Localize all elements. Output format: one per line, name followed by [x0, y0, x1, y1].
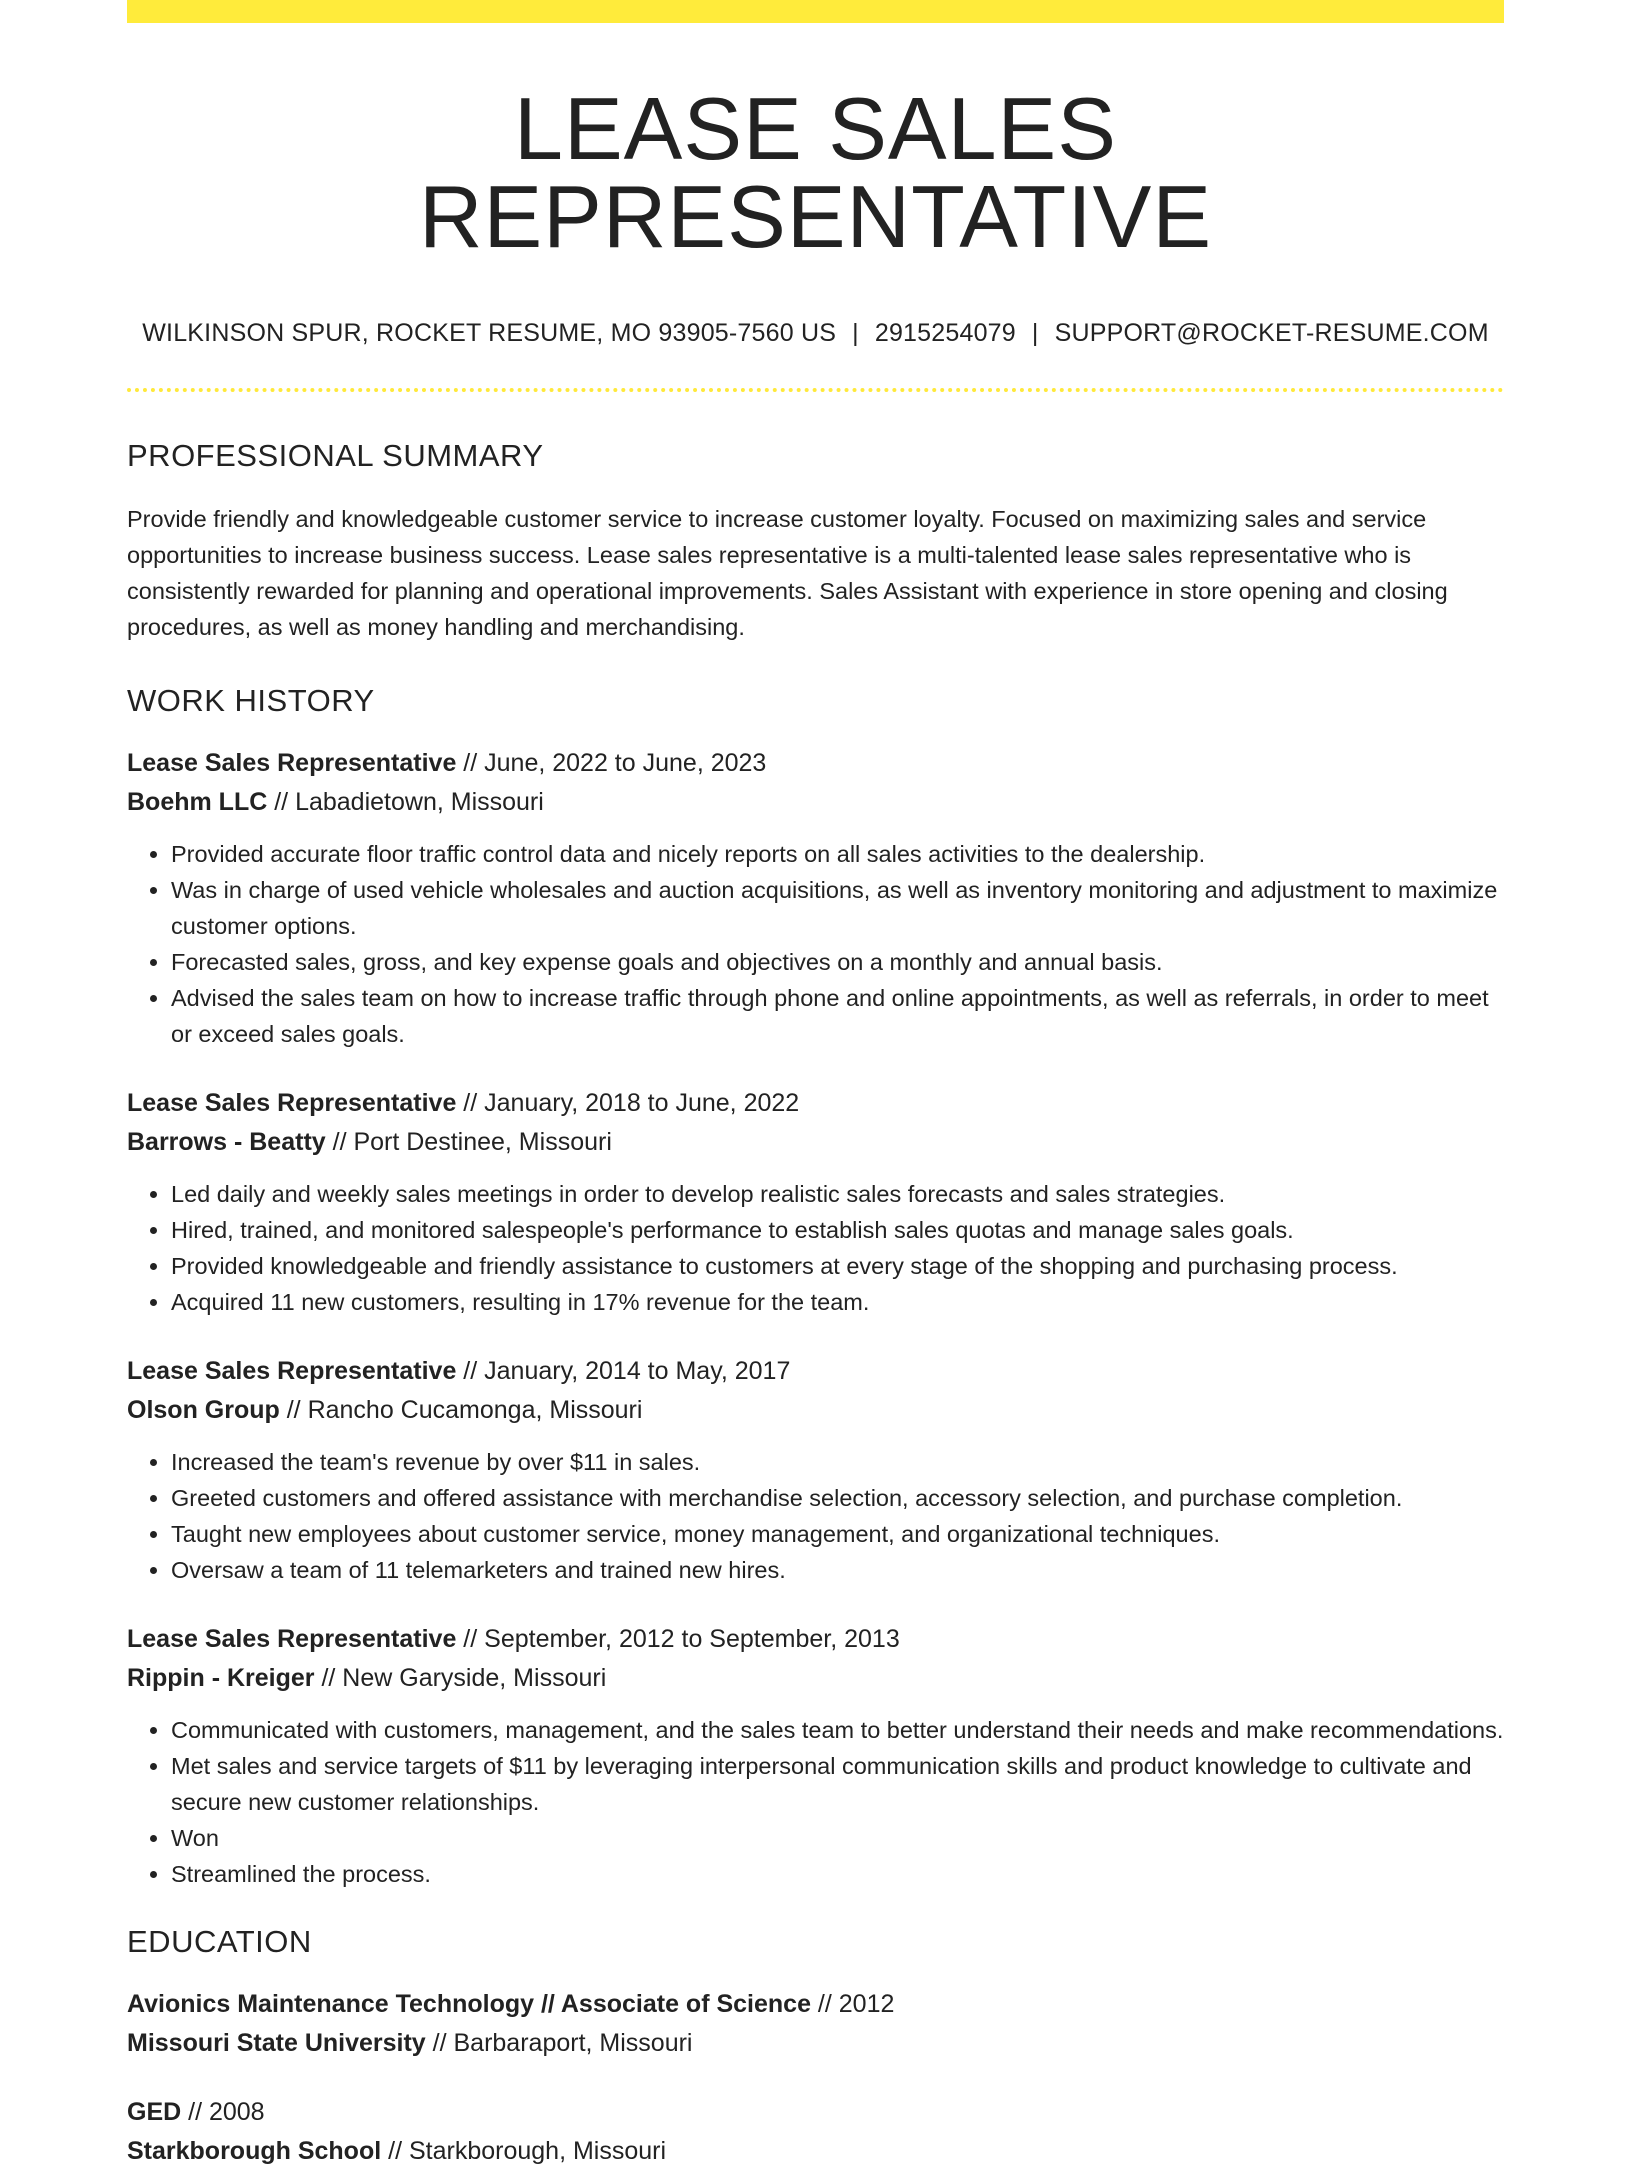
- job-entry: [127, 1620, 1504, 1892]
- contact-phone: 2915254079: [874, 319, 1016, 347]
- job-bullet: • Increased the team's revenue by over $11 in sales.: [171, 1444, 1504, 1480]
- job-dates: // September, 2012 to September, 2013: [456, 1625, 900, 1653]
- contact-separator: |: [1031, 319, 1039, 347]
- job-title-line: [127, 744, 1504, 783]
- job-bullets: [127, 836, 1504, 1052]
- job-bullets: [127, 1444, 1504, 1588]
- education-year: // 2008: [181, 2098, 265, 2126]
- job-company-line: [127, 783, 1504, 822]
- job-bullet: • Acquired 11 new customers, resulting in 17% revenue for the team.: [171, 1284, 1504, 1320]
- education-school-line: [127, 2132, 1504, 2171]
- job-company-line: [127, 1659, 1504, 1698]
- summary-text: Provide friendly and knowledgeable customer service to increase customer loyalty. Focused on maximizing sales and service opportunities to increase business success. Lease sales representative is a multi-talented lease sales representative who is consistently rewarded for planning and operational improvements. Sales Assistant with experience in store opening and closing procedures, as well as money handling and merchandising.: [127, 506, 1448, 640]
- job-role: Lease Sales Representative: [127, 1357, 457, 1385]
- job-location: // Port Destinee, Missouri: [325, 1128, 612, 1156]
- education-degree: GED: [127, 2098, 182, 2126]
- job-company-line: [127, 1391, 1504, 1430]
- job-bullet: • Provided accurate floor traffic control data and nicely reports on all sales activities to the dealership.: [171, 836, 1504, 872]
- job-company: Barrows - Beatty: [127, 1128, 326, 1156]
- job-company: Boehm LLC: [127, 788, 268, 816]
- job-dates: // June, 2022 to June, 2023: [456, 749, 767, 777]
- contact-separator: |: [852, 319, 859, 347]
- job-title-line: [127, 1084, 1504, 1123]
- education-entry: [127, 2093, 1504, 2171]
- job-title-line: [127, 1352, 1504, 1391]
- work-history-heading: WORK HISTORY: [127, 683, 375, 718]
- job-bullet: • Advised the sales team on how to increase traffic through phone and online appointments, as well as referrals, in order to meet or exceed sales goals.: [171, 980, 1504, 1052]
- resume-title: LEASE SALES REPRESENTATIVE: [418, 79, 1213, 266]
- job-company-line: [127, 1123, 1504, 1162]
- education-school-line: [127, 2024, 1504, 2063]
- job-location: // Labadietown, Missouri: [267, 788, 544, 816]
- contact-address: WILKINSON SPUR, ROCKET RESUME, MO 93905-7560 US: [142, 319, 837, 347]
- job-bullet: • Communicated with customers, management, and the sales team to better understand their needs and make recommendations.: [171, 1712, 1504, 1748]
- job-entry: [127, 1352, 1504, 1588]
- job-bullet: • Led daily and weekly sales meetings in order to develop realistic sales forecasts and sales strategies.: [171, 1176, 1504, 1212]
- accent-top-bar: [127, 0, 1504, 23]
- job-company: Rippin - Kreiger: [127, 1664, 315, 1692]
- job-bullet: • Provided knowledgeable and friendly assistance to customers at every stage of the shopping and purchasing process.: [171, 1248, 1504, 1284]
- education-location: // Starkborough, Missouri: [381, 2137, 667, 2165]
- job-role: Lease Sales Representative: [127, 1625, 457, 1653]
- job-bullets: [127, 1712, 1504, 1892]
- education-degree: Avionics Maintenance Technology // Associate of Science: [127, 1990, 811, 2018]
- job-bullet: • Greeted customers and offered assistance with merchandise selection, accessory selection, and purchase completion.: [171, 1480, 1504, 1516]
- job-bullet: • Hired, trained, and monitored salespeople's performance to establish sales quotas and manage sales goals.: [171, 1212, 1504, 1248]
- job-bullet: • Won: [171, 1820, 1504, 1856]
- job-bullet: • Streamlined the process.: [171, 1856, 1504, 1892]
- job-bullet: • Oversaw a team of 11 telemarketers and trained new hires.: [171, 1552, 1504, 1588]
- job-title-line: [127, 1620, 1504, 1659]
- job-bullets: [127, 1176, 1504, 1320]
- education-school: Missouri State University: [127, 2029, 426, 2057]
- job-bullet: • Forecasted sales, gross, and key expense goals and objectives on a monthly and annual basis.: [171, 944, 1504, 980]
- job-role: Lease Sales Representative: [127, 749, 457, 777]
- job-entry: [127, 1084, 1504, 1320]
- job-location: // New Garyside, Missouri: [314, 1664, 607, 1692]
- education-location: // Barbaraport, Missouri: [425, 2029, 693, 2057]
- job-dates: // January, 2014 to May, 2017: [456, 1357, 791, 1385]
- education-year: // 2012: [810, 1990, 895, 2018]
- education-degree-line: [127, 1985, 1504, 2024]
- summary-heading: PROFESSIONAL SUMMARY: [127, 438, 544, 473]
- contact-email: SUPPORT@ROCKET-RESUME.COM: [1054, 319, 1489, 347]
- education-entry: [127, 1985, 1504, 2063]
- job-bullet: • Met sales and service targets of $11 by leveraging interpersonal communication skills and product knowledge to cultivate and secure new customer relationships.: [171, 1748, 1504, 1820]
- resume-page: [127, 0, 1504, 2171]
- job-bullet: • Was in charge of used vehicle wholesales and auction acquisitions, as well as inventory monitoring and adjustment to maximize customer options.: [171, 872, 1504, 944]
- contact-line: [127, 319, 1504, 348]
- job-location: // Rancho Cucamonga, Missouri: [279, 1396, 643, 1424]
- dotted-divider: [127, 388, 1504, 392]
- job-role: Lease Sales Representative: [127, 1089, 457, 1117]
- job-company: Olson Group: [127, 1396, 280, 1424]
- job-entry: [127, 744, 1504, 1052]
- education-heading: EDUCATION: [127, 1924, 312, 1959]
- job-bullet: • Taught new employees about customer service, money management, and organizational techniques.: [171, 1516, 1504, 1552]
- job-dates: // January, 2018 to June, 2022: [456, 1089, 800, 1117]
- education-school: Starkborough School: [127, 2137, 382, 2165]
- education-degree-line: [127, 2093, 1504, 2132]
